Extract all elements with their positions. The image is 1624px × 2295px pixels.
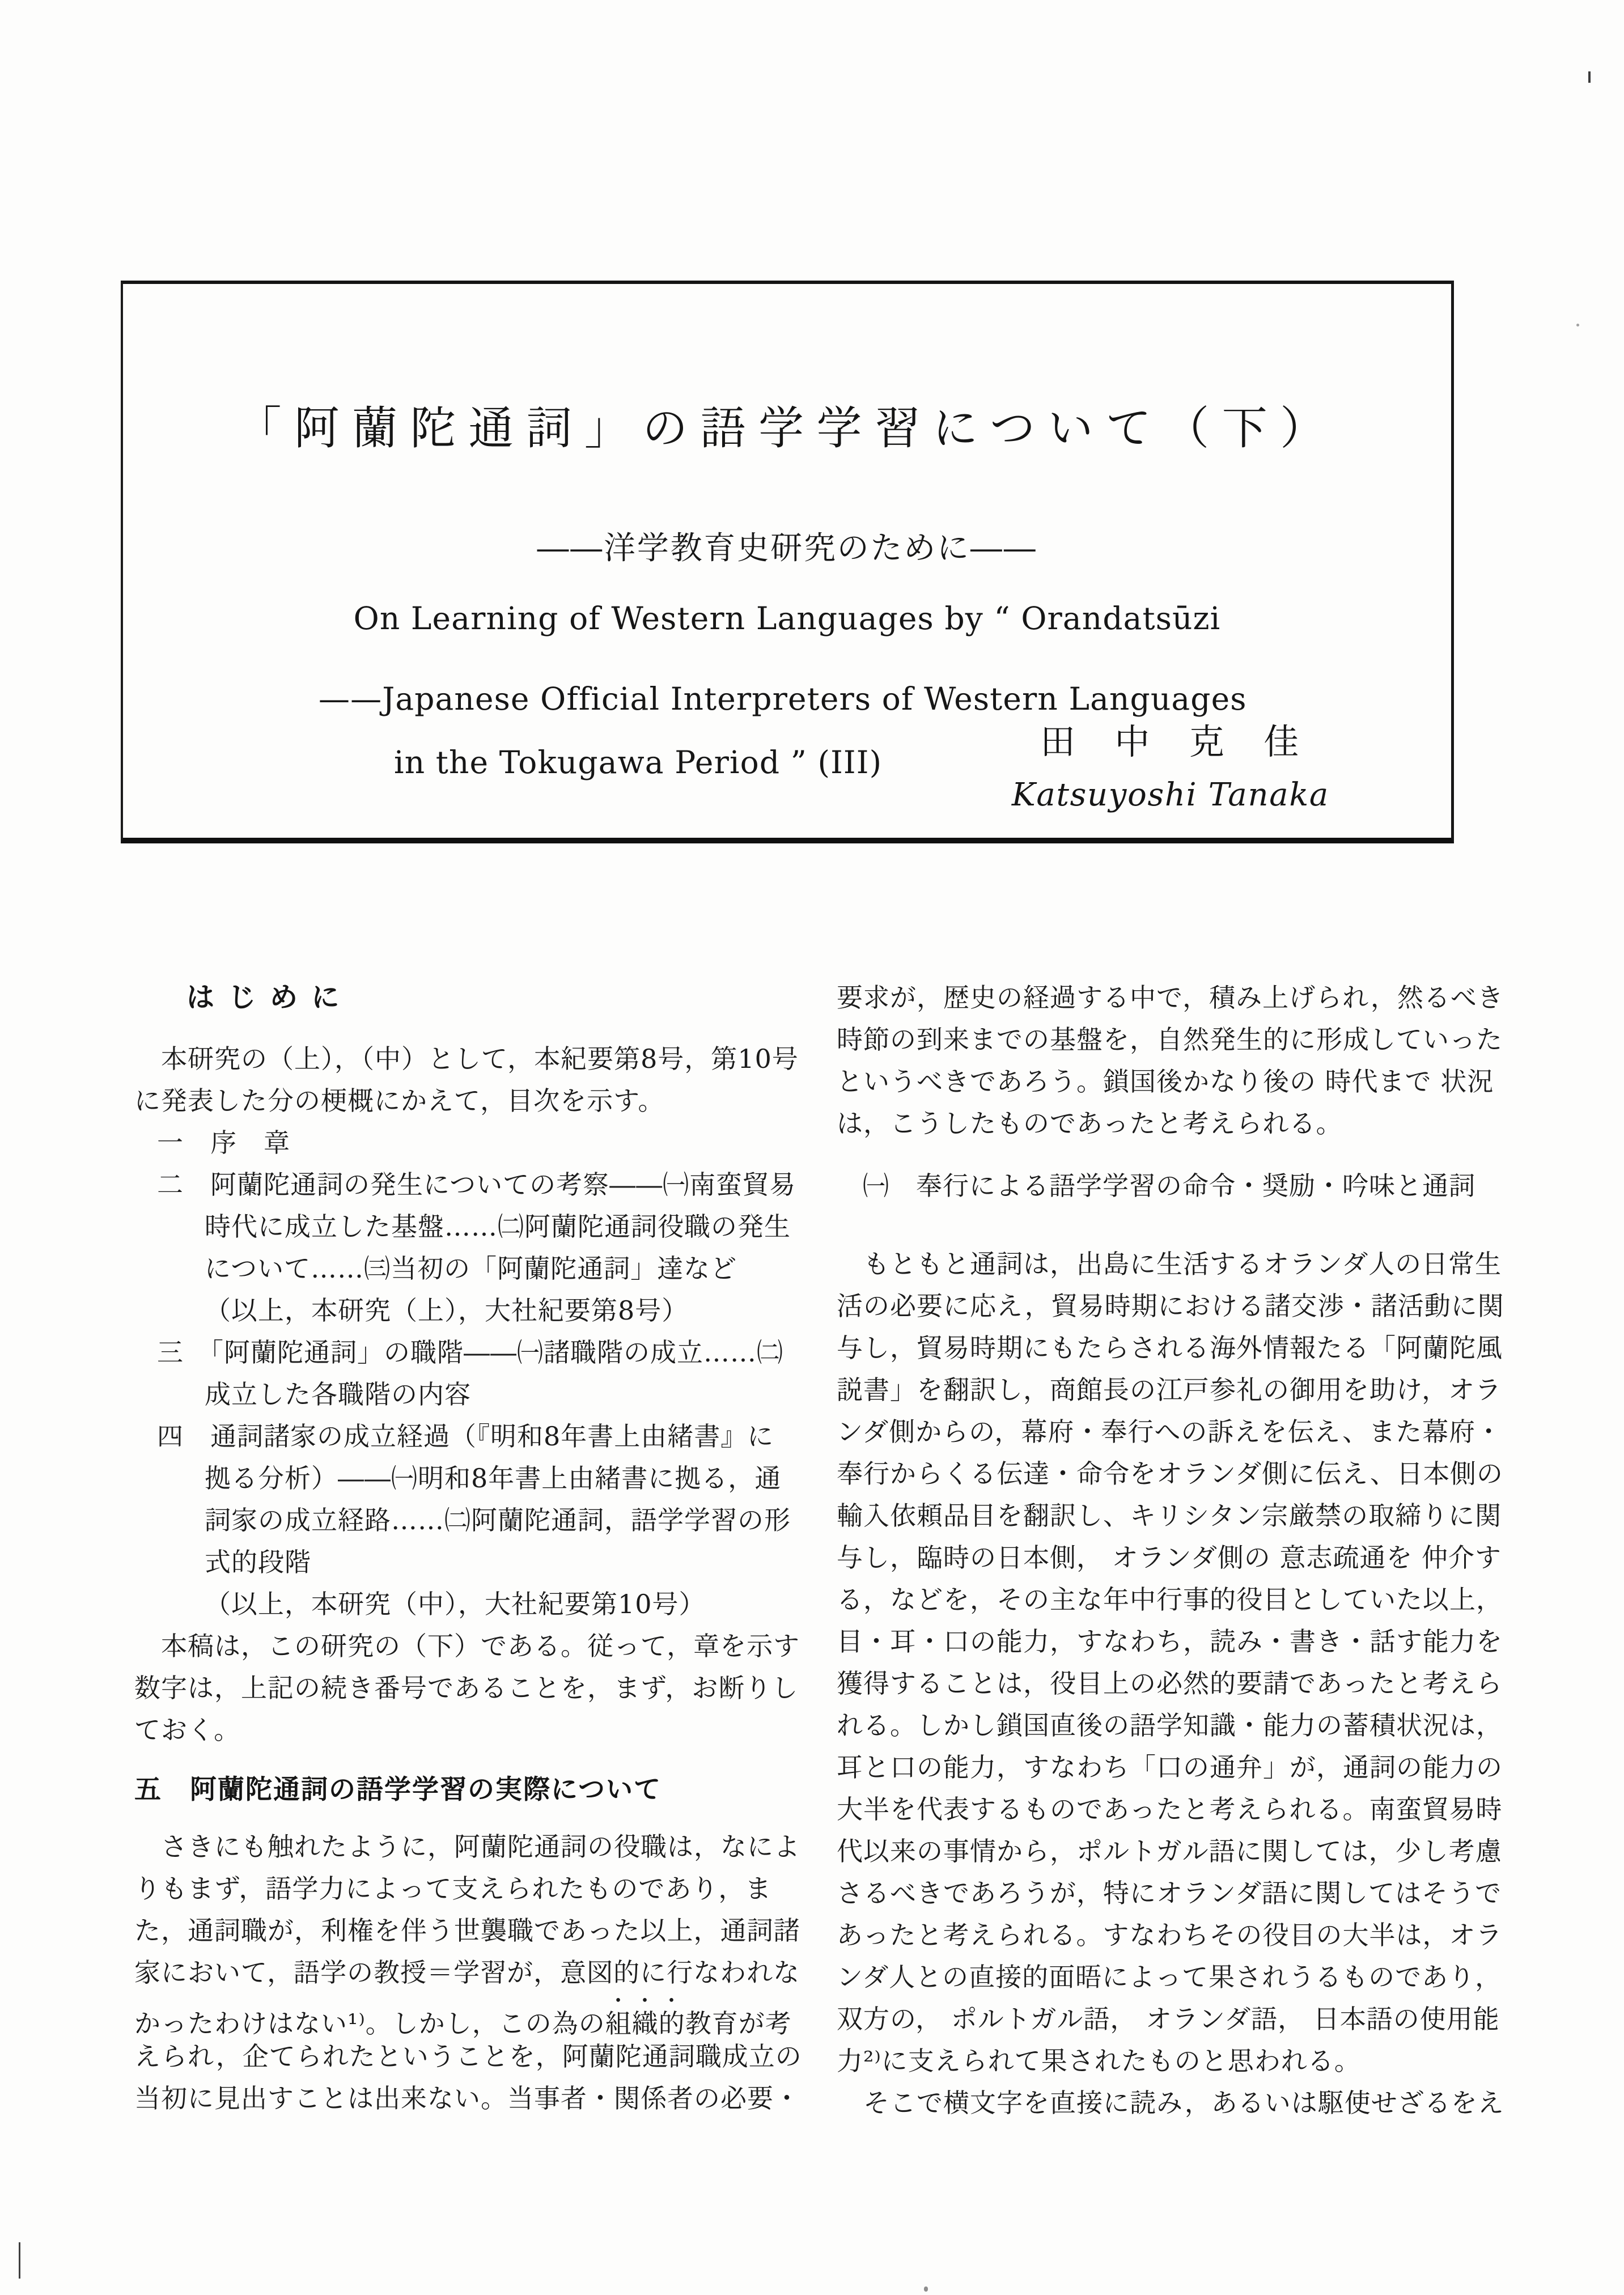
text-line: 獲得することは，役目上の必然的要請であったと考えら — [837, 1668, 1503, 1699]
text-line: さきにも触れたように，阿蘭陀通詞の役職は，なによ — [161, 1831, 800, 1862]
text-line: は，こうしたものであったと考えられる。 — [837, 1108, 1343, 1139]
article-title-japanese: 「阿蘭陀通詞」の語学学習について（下） — [236, 402, 1338, 455]
text-line: 数字は，上記の続き番号であることを，まず，お断りし — [134, 1673, 799, 1703]
text-line: ンダ側からの，幕府・奉行への訴えを伝え、また幕府・ — [837, 1416, 1503, 1447]
text-line: 一 序 章 — [157, 1127, 290, 1158]
text-line: かったわけはない¹⁾。しかし，この為の組織的教育が考 — [134, 2008, 792, 2039]
text-line: りもまず，語学力によって支えられたものであり，ま — [134, 1873, 772, 1904]
text-line: 与し，臨時の日本側， オランダ側の 意志疏通を 仲介す — [837, 1542, 1502, 1573]
text-line: 詞家の成立経路……㈡阿蘭陀通詞，語学学習の形 — [205, 1505, 791, 1535]
scan-artifact — [19, 2242, 20, 2279]
scan-artifact — [1588, 71, 1591, 83]
text-line: 輸入依頼品目を翻訳し、キリシタン宗厳禁の取締りに関 — [837, 1500, 1502, 1531]
text-line: 四 通詞諸家の成立経過（『明和8年書上由緒書』に — [157, 1421, 774, 1452]
text-line: 奉行からくる伝達・命令をオランダ側に伝え、日本側の — [837, 1458, 1503, 1489]
text-line: 時節の到来までの基盤を，自然発生的に形成していった — [837, 1024, 1503, 1055]
text-line: 拠る分析）――㈠明和8年書上由緒書に拠る，通 — [205, 1463, 782, 1494]
text-line: そこで横文字を直接に読み，あるいは駆使せざるをえ — [863, 2088, 1504, 2118]
title-box — [121, 281, 1454, 843]
right-column — [837, 977, 1534, 2124]
text-line: 本研究の（上），（中）として，本紀要第8号，第10号 — [161, 1043, 799, 1074]
text-line: 与し，貿易時期にもたらされる海外情報たる「阿蘭陀風 — [837, 1333, 1503, 1363]
emphasized-text: 組織的 — [605, 2008, 685, 2039]
text-line: る，などを，その主な年中行事的役目としていた以上， — [837, 1584, 1503, 1615]
scan-artifact — [1576, 324, 1579, 326]
text-line: ㈠ 奉行による語学学習の命令・奨励・吟味と通詞 — [863, 1170, 1475, 1201]
article-title-english-line3: in the Tokugawa Period ” (III) — [394, 744, 883, 780]
text-line: 時代に成立した基盤……㈡阿蘭陀通詞役職の発生 — [205, 1211, 791, 1242]
text-line: 三 「阿蘭陀通詞」の職階――㈠諸職階の成立……㈡ — [157, 1337, 783, 1368]
text-line: 要求が，歴史の経過する中で，積み上げられ，然るべき — [837, 982, 1504, 1013]
text-line: 二 阿蘭陀通詞の発生についての考察――㈠南蛮貿易 — [157, 1169, 796, 1200]
article-title-english-line1: On Learning of Western Languages by “ Orandatsūzi — [353, 600, 1221, 637]
text-line: ンダ人との直接的面晤によって果されうるものであり， — [837, 1962, 1502, 1992]
text-line: 五 阿蘭陀通詞の語学学習の実際について — [134, 1774, 662, 1805]
text-line: というべきであろう。鎖国後かなり後の 時代まで 状況 — [837, 1066, 1494, 1097]
text-line: あったと考えられる。すなわちその役目の大半は，オラ — [837, 1920, 1503, 1950]
text-line: れる。しかし鎖国直後の語学知識・能力の蓄積状況は， — [837, 1710, 1503, 1741]
text-line: （以上，本研究（中），大社紀要第10号） — [205, 1589, 706, 1619]
text-line: 力²⁾に支えられて果されたものと思われる。 — [837, 2046, 1361, 2076]
author-name-romanized: Katsuyoshi Tanaka — [1011, 777, 1329, 813]
text-line: について……㈢当初の「阿蘭陀通詞」達など — [205, 1253, 737, 1284]
left-column — [134, 977, 821, 2119]
text-line: 目・耳・口の能力，すなわち，読み・書き・話す能力を — [837, 1626, 1503, 1657]
text-line: 大半を代表するものであったと考えられる。南蛮貿易時 — [837, 1794, 1503, 1825]
text-line: 成立した各職階の内容 — [205, 1379, 471, 1410]
text-line: 当初に見出すことは出来ない。当事者・関係者の必要・ — [134, 2083, 800, 2114]
text-line: に発表した分の梗概にかえて，目次を示す。 — [134, 1085, 665, 1116]
text-line: た，通詞職が，利権を伴う世襲職であった以上，通詞諸 — [134, 1915, 800, 1946]
article-title-english-line2: ——Japanese Official Interpreters of Western Languages — [319, 681, 1247, 717]
text-line: もともと通詞は，出島に生活するオランダ人の日常生 — [863, 1249, 1502, 1279]
text-line: （以上，本研究（上），大社紀要第8号） — [205, 1295, 689, 1326]
text-line: はじめに — [186, 981, 354, 1013]
scan-artifact — [924, 2286, 928, 2292]
text-line: 本稿は，この研究の（下）である。従って，章を示す — [161, 1631, 800, 1661]
text-line: 活の必要に応え，貿易時期における諸交渉・諸活動に関 — [837, 1291, 1504, 1321]
text-line: 双方の， ポルトガル語， オランダ語， 日本語の使用能 — [837, 2004, 1500, 2034]
text-line: 耳と口の能力，すなわち「口の通弁」が，通詞の能力の — [837, 1752, 1503, 1783]
text-line: えられ，企てられたということを，阿蘭陀通詞職成立の — [134, 2041, 802, 2072]
author-name-kanji: 田 中 克 佳 — [1040, 721, 1301, 762]
text-line: さるべきであろうが，特にオランダ語に関してはそうで — [837, 1878, 1502, 1908]
article-subtitle-japanese: ――洋学教育史研究のために―― — [537, 530, 1037, 567]
text-line: 代以来の事情から，ポルトガル語に関しては，少し考慮 — [837, 1836, 1502, 1866]
author-block — [1012, 714, 1329, 813]
text-line: ておく。 — [134, 1715, 241, 1745]
text-line: 式的段階 — [205, 1547, 311, 1577]
text-line: 家において，語学の教授＝学習が，意図的に行なわれな — [134, 1957, 800, 1988]
text-line: 説書」を翻訳し，商館長の江戸参礼の御用を助け，オラ — [837, 1375, 1502, 1405]
